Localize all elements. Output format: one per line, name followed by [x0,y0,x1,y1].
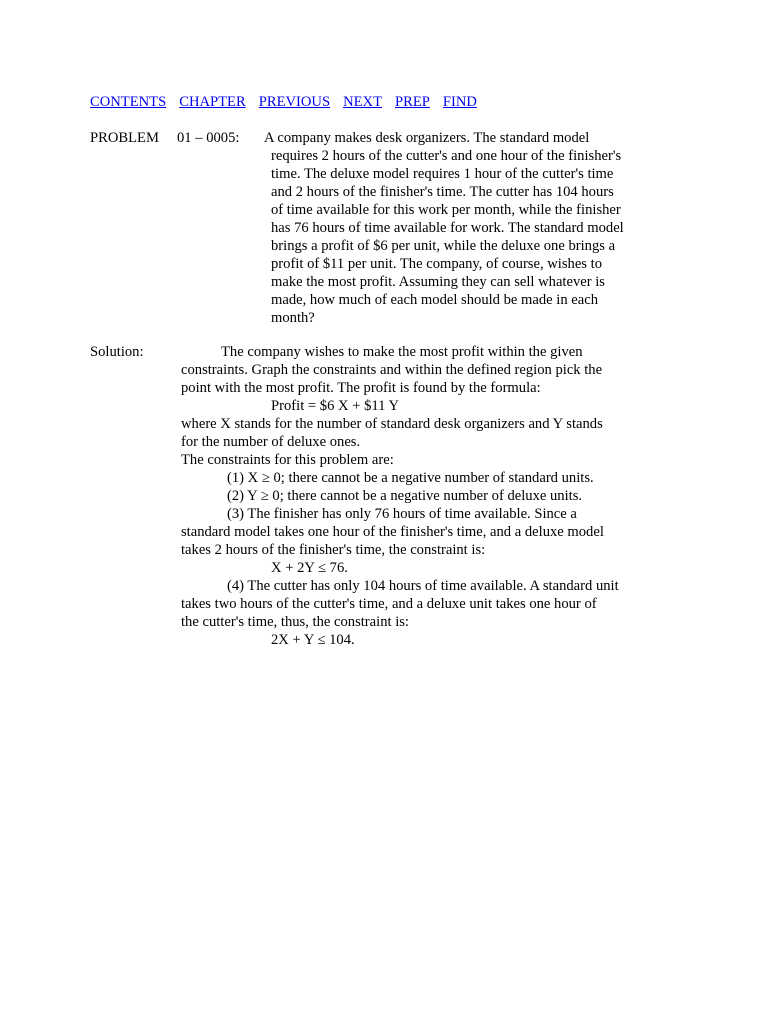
problem-label: PROBLEM [90,130,159,146]
problem-line: of time available for this work per month, while the finisher [271,202,621,218]
constraint-formula: X + 2Y ≤ 76. [271,560,348,576]
problem-line: A company makes desk organizers. The standard model [264,130,590,146]
contents-link[interactable]: CONTENTS [90,94,167,110]
constraint-item: (3) The finisher has only 76 hours of time available. Since a [227,506,577,522]
problem-line: month? [271,310,315,326]
problem-line: requires 2 hours of the cutter's and one hour of the finisher's [271,148,622,164]
solution-line: standard model takes one hour of the finisher's time, and a deluxe model [181,524,604,540]
problem-line: make the most profit. Assuming they can sell whatever is [271,274,605,290]
problem-line: time. The deluxe model requires 1 hour of the cutter's time [271,166,614,182]
problem-line: made, how much of each model should be made in each [271,292,599,308]
previous-link[interactable]: PREVIOUS [258,94,331,110]
problem-number: 01 – 0005: [177,130,240,146]
solution-line: the cutter's time, thus, the constraint is: [181,614,409,630]
find-link[interactable]: FIND [442,94,477,110]
constraint-formula: 2X + Y ≤ 104. [271,632,355,648]
problem-line: and 2 hours of the finisher's time. The cutter has 104 hours [271,184,614,200]
solution-line: point with the most profit. The profit is found by the formula: [181,380,541,396]
prep-link[interactable]: PREP [395,94,430,110]
next-link[interactable]: NEXT [343,94,382,110]
constraint-item: (1) X ≥ 0; there cannot be a negative number of standard units. [227,470,594,486]
solution-label: Solution: [90,344,144,360]
problem-line: has 76 hours of time available for work. The standard model [271,220,624,236]
solution-line: where X stands for the number of standard desk organizers and Y stands [181,416,603,432]
solution-line: constraints. Graph the constraints and within the defined region pick the [181,362,603,378]
constraint-item: (2) Y ≥ 0; there cannot be a negative number of deluxe units. [227,488,583,504]
problem-line: brings a profit of $6 per unit, while the deluxe one brings a [271,238,616,254]
chapter-link[interactable]: CHAPTER [179,94,246,110]
solution-line: The company wishes to make the most profit within the given [221,344,583,360]
problem-line: profit of $11 per unit. The company, of course, wishes to [271,256,602,272]
nav-bar [90,94,490,111]
solution-line: takes 2 hours of the finisher's time, the constraint is: [181,542,486,558]
profit-formula: Profit = $6 X + $11 Y [271,398,400,414]
solution-line: takes two hours of the cutter's time, and a deluxe unit takes one hour of [181,596,597,612]
solution-line: The constraints for this problem are: [181,452,394,468]
constraint-item: (4) The cutter has only 104 hours of time available. A standard unit [227,578,619,594]
solution-line: for the number of deluxe ones. [181,434,361,450]
